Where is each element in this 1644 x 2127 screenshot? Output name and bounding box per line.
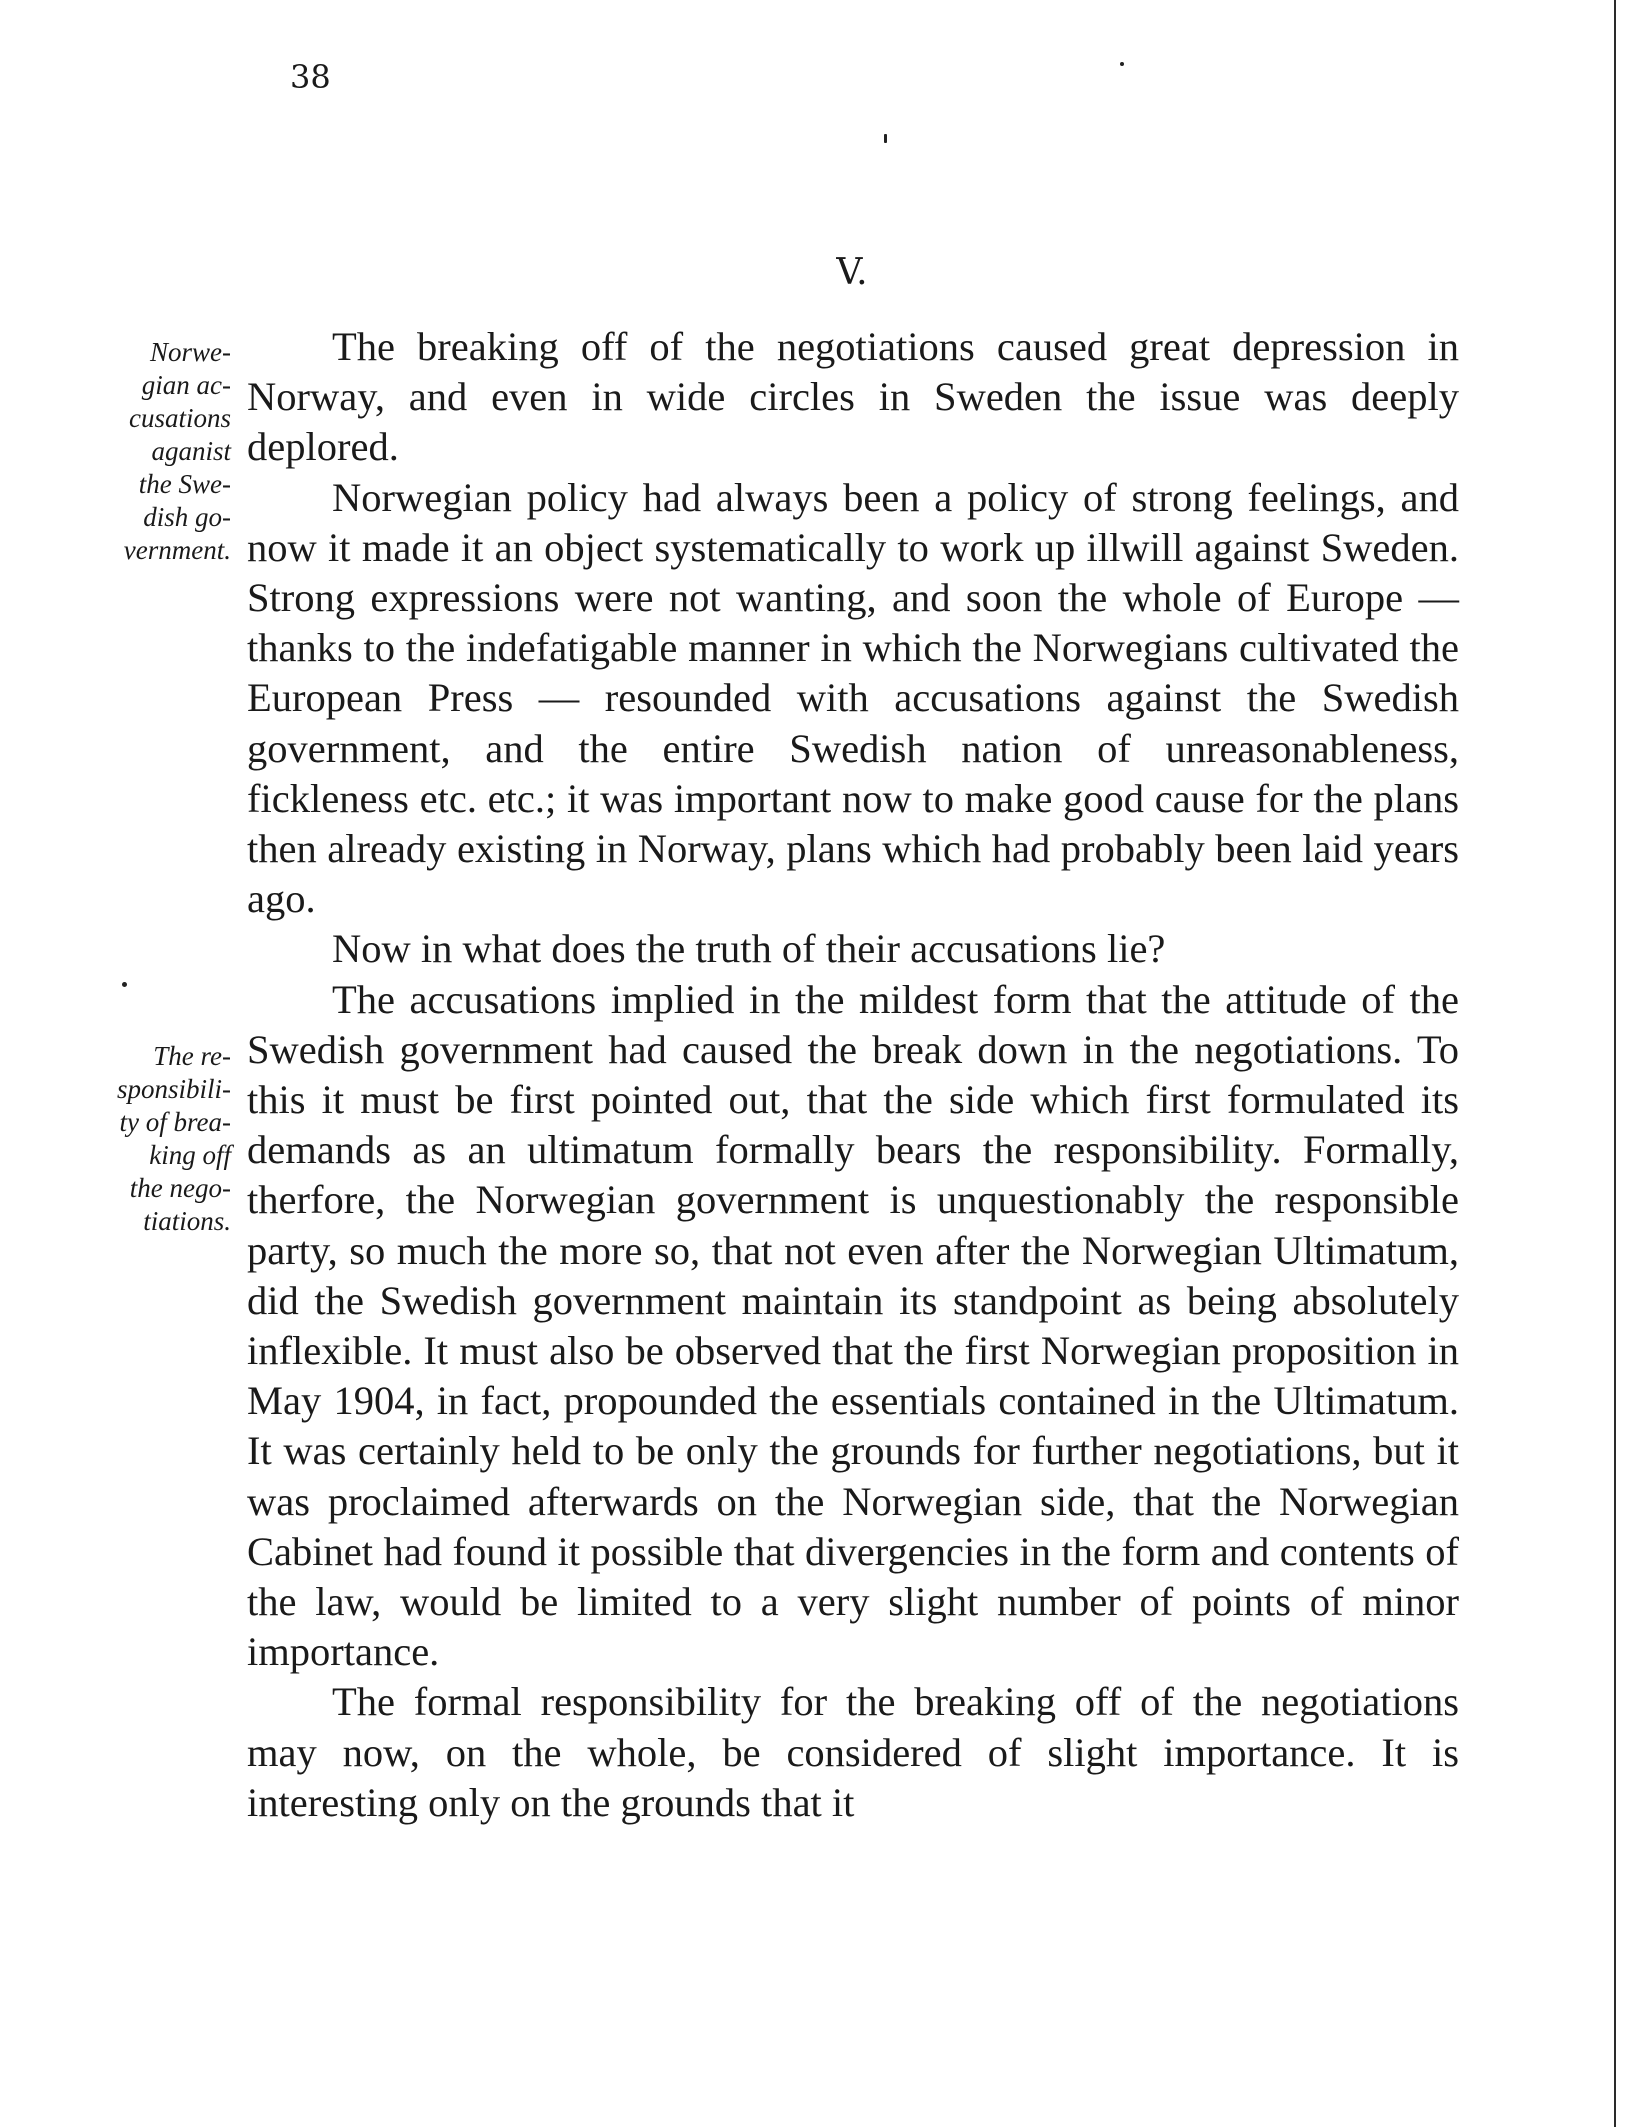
margin-note-accusations: Norwe- gian ac- cusations aganist the Swe- dish go- vernment. [123,337,231,565]
margin-note-responsibility: The re- sponsibili- ty of brea- king off the nego- tiations. [116,1041,231,1236]
paragraph: Norwegian policy had always been a policy of strong feelings, and now it made it an object systematically to work up illwill against Sweden. Strong expressions were not wanting, and soon the whole of Europe — thanks to the indefatigable manner in which the Norwegians cultivated the European Press — resounded with accusations against the Swedish government, and the entire Swedish nation of unreasonableness, fickleness etc. etc.; it was important now to make good cause for the plans then already existing in Norway, plans which had probably been laid years ago. [247,474,1459,922]
page-number: 38 [290,58,331,96]
ink-speck [1120,62,1124,66]
binding-edge-line [1614,0,1616,2127]
paragraph: Now in what does the truth of their accusations lie? [332,926,1166,972]
body-text [247,322,1459,1828]
paragraph: The formal responsibility for the breaking off of the negotiations may now, on the whole, be considered of slight importance. It is interesting only on the grounds that it [247,1679,1459,1825]
ink-speck [122,982,127,987]
chapter-heading: V. [836,252,868,293]
paragraph: The accusations implied in the mildest form that the attitude of the Swedish government had caused the break down in the negotiations. To this it must be first pointed out, that the side which first formulated its demands as an ultimatum formally bears the responsibility. Formally, therfore, the Norwegian government is unquestionably the responsible party, so much the more so, that not even after the Norwegian Ultimatum, did the Swedish government maintain its standpoint as being absolutely inflexible. It must also be observed that the first Norwegian proposition in May 1904, in fact, propounded the essentials contained in the Ultimatum. It was certainly held to be only the grounds for further negotiations, but it was proclaimed afterwards on the Norwegian side, that the Norwegian Cabinet had found it possible that divergencies in the form and contents of the law, would be limited to a very slight number of points of minor importance. [247,976,1459,1675]
paragraph: The breaking off of the negotiations caused great depression in Norway, and even in wide circles in Sweden the issue was deeply deplored. [247,324,1459,470]
ink-speck [884,134,887,143]
